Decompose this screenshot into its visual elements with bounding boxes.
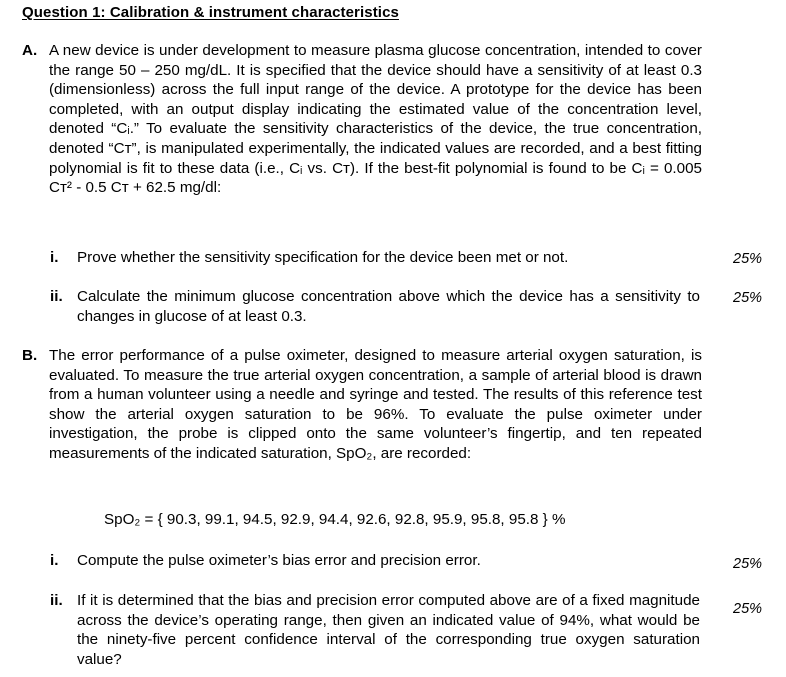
item-text: Compute the pulse oximeter’s bias error and precision error. [77,552,481,569]
section-a-item-ii [50,287,700,326]
item-text: If it is determined that the bias and precision error computed above are of a fixed magnitude across the device’s operating range, then given an indicated value of 94%, what would be the ninety-five percent confidence interval of the corresponding true oxygen saturation value? [77,592,700,668]
section-a [22,41,702,198]
item-weight: 25% [733,556,763,572]
item-number: i. [50,249,59,266]
item-weight: 25% [733,290,763,306]
item-number: ii. [50,288,63,305]
spo2-formula: SpO₂ = { 90.3, 99.1, 94.5, 92.9, 94.4, 92.6, 92.8, 95.9, 95.8, 95.8 } % [104,511,566,528]
section-b-letter: B. [22,347,38,364]
section-a-text: A new device is under development to measure plasma glucose concentration, intended to cover the range 50 – 250 mg/dL. It is specified that the device should have a sensitivity of at least 0.3 (dimensionless) across the full input range of the device. A prototype for the device has been completed, with an output display indicating the estimated value of the concentration level, denoted “Cᵢ.” To evaluate the sensitivity characteristics of the device, the true concentration, denoted “Cᴛ”, is manipulated experimentally, the indicated values are recorded, and a best fitting polynomial is fit to these data (i.e., Cᵢ vs. Cᴛ). If the best-fit polynomial is found to be Cᵢ = 0.005 Cᴛ² - 0.5 Cᴛ + 62.5 mg/dl: [49,42,702,197]
item-number: i. [50,552,59,569]
item-weight: 25% [733,601,763,617]
section-a-letter: A. [22,42,38,59]
item-text: Calculate the minimum glucose concentration above which the device has a sensitivity to changes in glucose of at least 0.3. [77,288,700,325]
section-b-text: The error performance of a pulse oximeter, designed to measure arterial oxygen saturation, is evaluated. To measure the true arterial oxygen concentration, a sample of arterial blood is drawn from a human volunteer using a needle and syringe and tested. The results of this reference test show the arterial oxygen saturation to be 96%. To evaluate the pulse oximeter under investigation, the probe is clipped onto the same volunteer’s fingertip, and ten repeated measurements of the indicated saturation, SpO₂, are recorded: [49,347,702,462]
item-weight: 25% [733,251,763,267]
item-number: ii. [50,592,63,609]
question-title: Question 1: Calibration & instrument characteristics [22,4,399,21]
item-text: Prove whether the sensitivity specification for the device been met or not. [77,249,569,266]
section-b [22,346,702,464]
section-b-item-i [50,551,700,571]
section-b-item-ii [50,591,700,669]
section-a-item-i [50,248,700,268]
